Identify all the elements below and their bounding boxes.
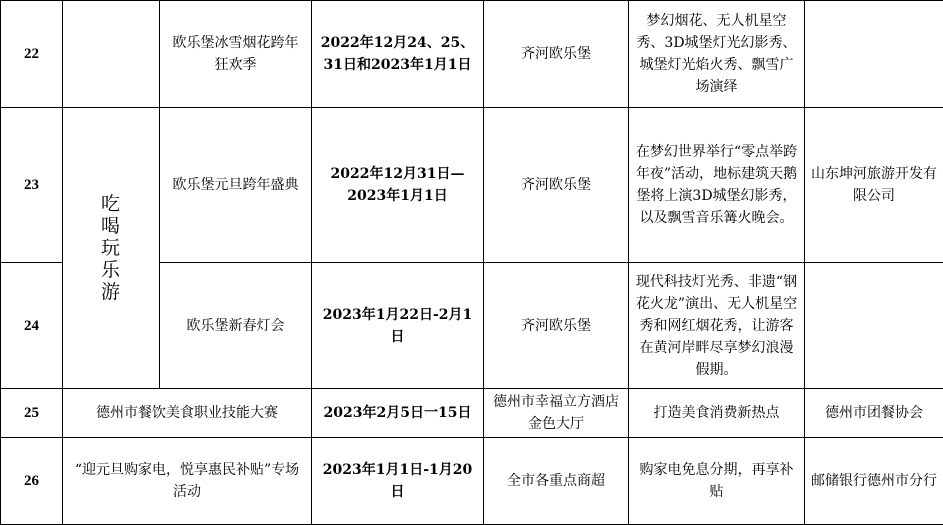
table-row [1, 108, 943, 263]
row-number: 22 [1, 1, 63, 108]
event-venue: 齐河欧乐堡 [484, 108, 629, 263]
event-date: 2023年1月22日-2月1日 [312, 263, 484, 389]
category-text: 吃喝玩乐游 [100, 193, 122, 303]
event-content: 梦幻烟花、无人机星空秀、3D城堡灯光幻影秀、城堡灯光焰火秀、飘雪广场演绎 [629, 1, 805, 108]
row-number: 23 [1, 108, 63, 263]
event-date: 2023年2月5日一15日 [312, 389, 484, 438]
table-row [1, 1, 943, 108]
event-date: 2022年12月31日—2023年1月1日 [312, 108, 484, 263]
event-organizer: 山东坤河旅游开发有限公司 [805, 108, 943, 263]
event-name: 德州市餐饮美食职业技能大赛 [63, 389, 312, 438]
row-number: 26 [1, 438, 63, 525]
event-name: “迎元旦购家电，悦享惠民补贴”专场活动 [63, 438, 312, 525]
event-venue: 齐河欧乐堡 [484, 1, 629, 108]
event-venue: 齐河欧乐堡 [484, 263, 629, 389]
table-row [1, 438, 943, 525]
event-organizer [805, 1, 943, 108]
event-content: 打造美食消费新热点 [629, 389, 805, 438]
event-organizer: 邮储银行德州市分行 [805, 438, 943, 525]
row-number: 24 [1, 263, 63, 389]
event-name: 欧乐堡元旦跨年盛典 [160, 108, 312, 263]
event-date: 2022年12月24、25、31日和2023年1月1日 [312, 1, 484, 108]
table-row [1, 389, 943, 438]
event-name: 欧乐堡新春灯会 [160, 263, 312, 389]
event-venue: 德州市幸福立方酒店金色大厅 [484, 389, 629, 438]
event-content: 在梦幻世界举行“零点举跨年夜”活动，地标建筑天鹅堡将上演3D城堡幻影秀，以及飘雪音乐篝火晚会。 [629, 108, 805, 263]
event-venue: 全市各重点商超 [484, 438, 629, 525]
event-content: 现代科技灯光秀、非遗“钢花火龙”演出、无人机星空秀和网红烟花秀，让游客在黄河岸畔尽享梦幻浪漫假期。 [629, 263, 805, 389]
event-organizer: 德州市团餐协会 [805, 389, 943, 438]
event-content: 购家电免息分期，再享补贴 [629, 438, 805, 525]
category-label [63, 108, 160, 389]
event-name: 欧乐堡冰雪烟花跨年狂欢季 [160, 1, 312, 108]
event-organizer [805, 263, 943, 389]
category-cell-top [63, 1, 160, 108]
event-date: 2023年1月1日-1月20日 [312, 438, 484, 525]
row-number: 25 [1, 389, 63, 438]
